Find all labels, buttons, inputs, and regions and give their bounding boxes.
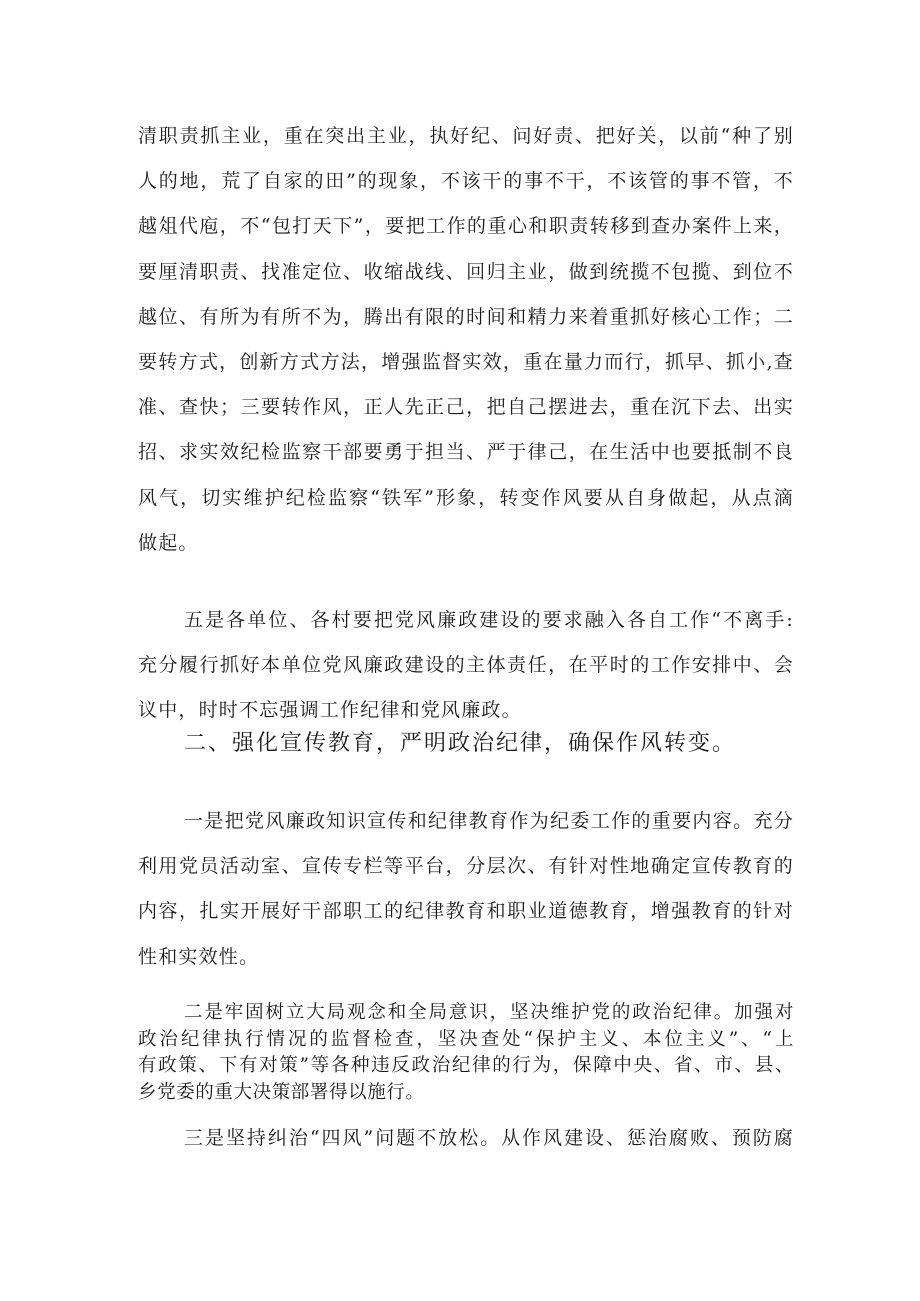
text-line: 二是牢固树立大局观念和全局意识，坚决维护党的政治纪律。加强对	[184, 1002, 794, 1023]
text-line: 政治纪律执行情况的监督检查，坚决查处“保护主义、本位主义”、“上	[138, 1028, 794, 1050]
paragraph-point-two	[138, 1000, 794, 1106]
text-line: 做起。	[138, 531, 199, 554]
text-line: 清职责抓主业，重在突出主业，执好纪、问好责、把好关，以前“种了别	[138, 125, 794, 147]
text-line: 内容，扎实开展好干部职工的纪律教育和职业道德教育，增强教育的针对	[138, 900, 794, 923]
text-line: 准、查快；三要转作风，正人先正己，把自己摆进去，重在沉下去、出实	[138, 396, 794, 419]
text-line: 充分履行抓好本单位党风廉政建设的主体责任，在平时的工作安排中、会	[138, 654, 794, 677]
paragraph-point-one	[138, 799, 794, 980]
paragraph-responsibilities	[138, 114, 794, 566]
text-line: 要厘清职责、找准定位、收缩战线、回归主业，做到统揽不包揽、到位不	[138, 260, 794, 283]
text-line: 一是把党风廉政知识宣传和纪律教育作为纪委工作的重要内容。充分	[184, 810, 794, 832]
text-line: 议中，时时不忘强调工作纪律和党风廉政。	[138, 699, 522, 722]
text-line: 要转方式，创新方式方法，增强监督实效，重在量力而行，抓早、抓小,查	[138, 351, 794, 374]
paragraph-point-three	[138, 1116, 794, 1161]
text-line: 人的地，荒了自家的田”的现象，不该干的事不干，不该管的事不管，不	[138, 170, 794, 193]
section-heading-text: 二、强化宣传教育，严明政治纪律，确保作风转变。	[184, 731, 737, 756]
text-line: 性和实效性。	[138, 945, 260, 968]
text-line: 越位、有所为有所不为，腾出有限的时间和精力来着重抓好核心工作；二	[138, 305, 794, 328]
text-line: 利用党员活动室、宣传专栏等平台，分层次、有针对性地确定宣传教育的	[138, 855, 794, 878]
text-line: 三是坚持纠治“四风”问题不放松。从作风建设、惩治腐败、预防腐	[184, 1127, 794, 1149]
text-line: 五是各单位、各村要把党风廉政建设的要求融入各自工作“不离手:	[184, 609, 794, 631]
text-line: 越俎代庖，不“包打天下”，要把工作的重心和职责转移到查办案件上来，	[138, 215, 794, 238]
text-line: 乡党委的重大决策部署得以施行。	[138, 1081, 425, 1103]
paragraph-point-five	[138, 598, 794, 734]
text-line: 有政策、下有对策”等各种违反政治纪律的行为，保障中央、省、市、县、	[138, 1055, 794, 1076]
section-heading	[138, 729, 794, 759]
text-line: 招、求实效纪检监察干部要勇于担当、严于律己，在生活中也要抵制不良	[138, 441, 794, 464]
text-line: 风气，切实维护纪检监察“铁军”形象，转变作风要从自身做起，从点滴	[138, 486, 794, 509]
